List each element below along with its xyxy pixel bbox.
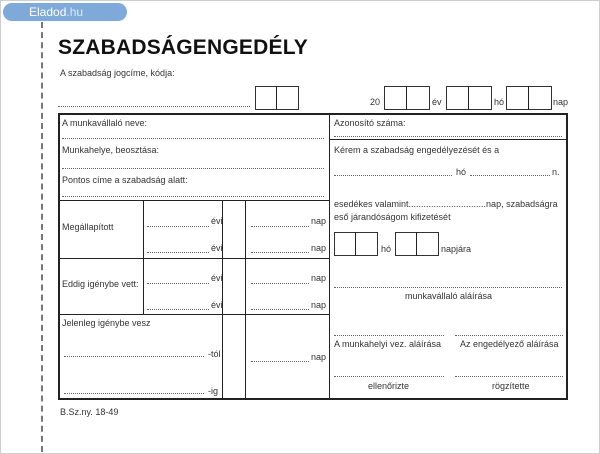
address-field[interactable]	[62, 196, 324, 197]
code-box[interactable]	[255, 86, 299, 110]
checked-field[interactable]	[334, 376, 444, 377]
employee-signature-label: munkavállaló aláírása	[405, 291, 493, 301]
day-suffix: nap	[553, 97, 569, 107]
manager-signature-label: A munkahelyi vez. aláírása	[334, 339, 442, 349]
cell-divider	[143, 200, 144, 314]
used-days-field[interactable]	[251, 283, 309, 284]
request-day-field[interactable]	[470, 175, 550, 176]
request-month-field[interactable]	[334, 175, 452, 176]
n-label: n.	[552, 167, 560, 177]
form-code: B.Sz.ny. 18-49	[60, 407, 119, 417]
code-box-divider	[276, 86, 277, 110]
form-title: SZABADSÁGENGEDÉLY	[58, 36, 308, 59]
manager-signature-field[interactable]	[334, 335, 444, 336]
employee-name-field[interactable]	[62, 138, 324, 139]
used-label: Eddig igénybe vett:	[62, 279, 139, 289]
days-label: nap	[311, 216, 327, 226]
current-days-field[interactable]	[251, 361, 309, 362]
day-box-divider	[528, 86, 529, 110]
current-label: Jelenleg igénybe vesz	[62, 318, 151, 328]
month-suffix: hó	[494, 97, 505, 107]
days-label: nap	[311, 352, 327, 362]
row-divider	[58, 314, 329, 315]
checked-label: ellenőrizte	[368, 381, 410, 391]
leave-type-label: A szabadság jogcíme, kódja:	[60, 68, 175, 78]
due-text-2: eső járandóságom kifizetését	[334, 212, 451, 222]
row-divider	[58, 258, 329, 259]
to-date-field[interactable]	[64, 393, 204, 394]
established-annual-field[interactable]	[147, 252, 209, 253]
to-label: -ig	[208, 386, 219, 396]
used-days-field[interactable]	[251, 309, 309, 310]
pay-month-label: hó	[381, 244, 392, 254]
month-box-divider	[468, 86, 469, 110]
address-label: Pontos címe a szabadság alatt:	[62, 175, 188, 185]
workplace-field[interactable]	[62, 168, 324, 169]
request-text: Kérem a szabadság engedélyezését és a	[334, 145, 500, 155]
days-label: nap	[311, 243, 327, 253]
pay-month-divider	[355, 232, 356, 256]
month-label: hó	[456, 167, 467, 177]
from-label: -tól	[208, 349, 221, 359]
annual-label: évi	[211, 243, 223, 253]
row-divider	[329, 139, 568, 140]
watermark-tld: .hu	[66, 5, 84, 19]
watermark-brand: Eladod	[29, 5, 67, 19]
watermark-badge	[3, 3, 127, 21]
year-box-divider	[406, 86, 407, 110]
row-divider	[58, 200, 329, 201]
pay-day-divider	[416, 232, 417, 256]
from-date-field[interactable]	[64, 356, 204, 357]
cell-divider	[245, 200, 246, 400]
recorded-label: rögzítette	[492, 381, 530, 391]
days-label: nap	[311, 273, 327, 283]
approver-signature-field[interactable]	[455, 335, 563, 336]
column-divider	[329, 113, 330, 400]
year-suffix: év	[432, 97, 442, 107]
days-label: nap	[311, 300, 327, 310]
year-box[interactable]	[384, 86, 430, 110]
employee-name-label: A munkavállaló neve:	[62, 118, 148, 128]
used-annual-field[interactable]	[147, 309, 209, 310]
annual-label: évi	[211, 273, 223, 283]
day-box[interactable]	[506, 86, 552, 110]
pay-day-box[interactable]	[395, 232, 439, 256]
perforation-line	[41, 22, 43, 452]
established-label: Megállapított	[62, 222, 114, 232]
approver-signature-label: Az engedélyező aláírása	[460, 339, 559, 349]
established-days-field[interactable]	[251, 226, 309, 227]
annual-label: évi	[211, 216, 223, 226]
employee-signature-field[interactable]	[334, 287, 562, 288]
used-annual-field[interactable]	[147, 283, 209, 284]
id-field[interactable]	[334, 136, 562, 137]
established-annual-field[interactable]	[147, 226, 209, 227]
recorded-field[interactable]	[455, 376, 563, 377]
month-box[interactable]	[446, 86, 492, 110]
annual-label: évi	[211, 300, 223, 310]
established-days-field[interactable]	[251, 252, 309, 253]
pay-month-box[interactable]	[334, 232, 378, 256]
year-prefix: 20	[370, 97, 381, 107]
id-label: Azonosító száma:	[334, 118, 406, 128]
due-text: esedékes valamint...............................nap, szabadságra	[334, 199, 558, 209]
leave-type-line[interactable]	[58, 106, 250, 107]
workplace-label: Munkahelye, beosztása:	[62, 145, 160, 155]
pay-day-label: napjára	[441, 244, 472, 254]
